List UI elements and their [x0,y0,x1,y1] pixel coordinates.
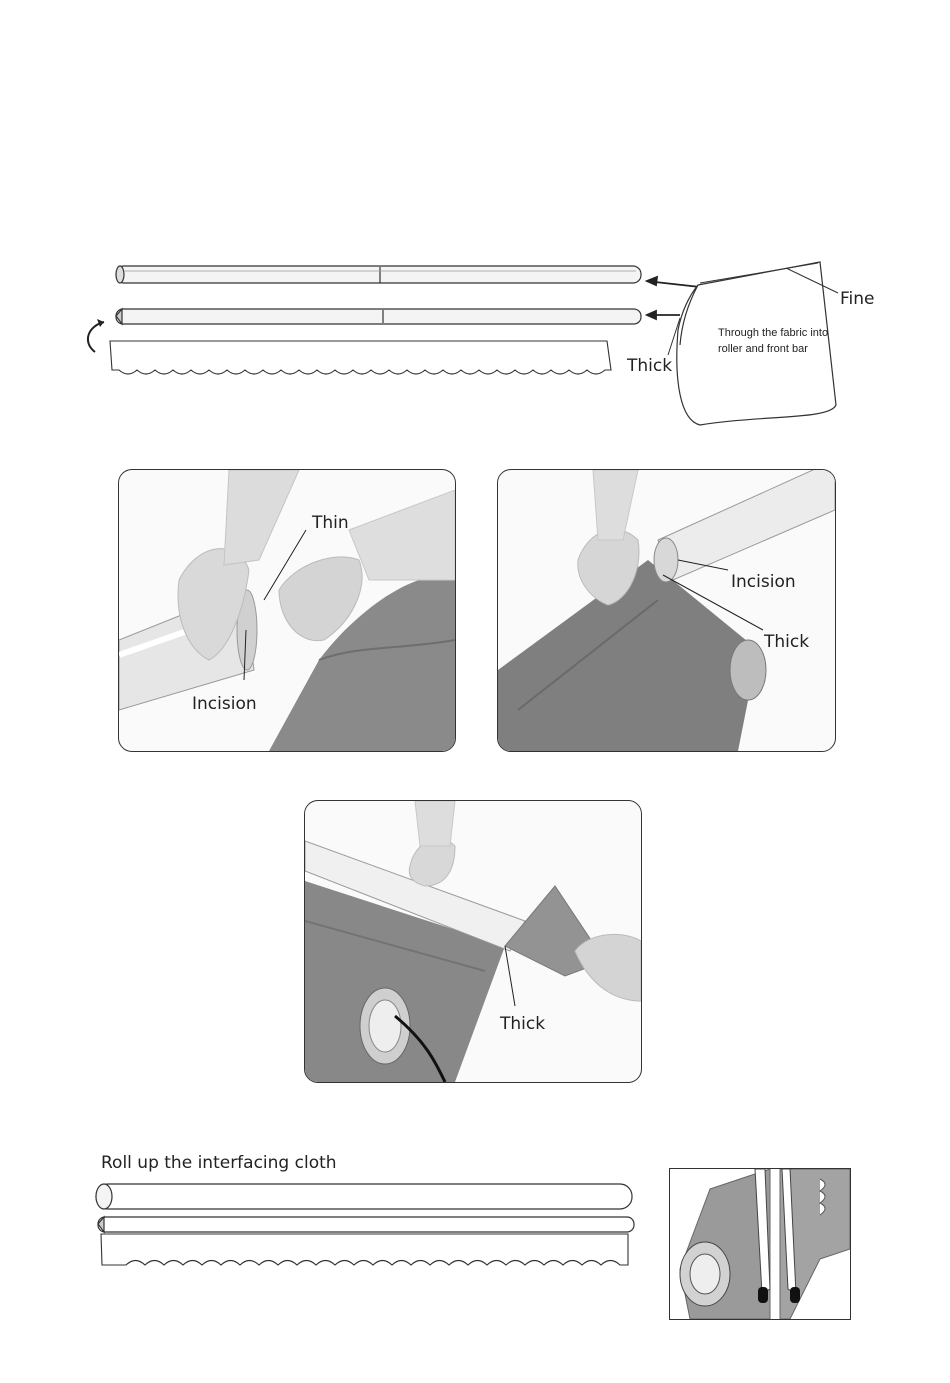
detail-box [669,1168,851,1320]
label-incision: Incision [731,572,796,592]
roller-tube-rolled [96,1184,632,1209]
hand-right [575,934,641,1001]
label-incision: Incision [192,694,257,714]
label-thin: Thin [312,513,349,533]
top-diagram [0,250,950,440]
photo-panel-center [304,800,642,1083]
bottom-caption: Roll up the interfacing cloth [101,1153,337,1173]
photo-panel-left [118,469,456,752]
photo-right-illustration [498,470,835,751]
front-bar-rolled [98,1217,634,1232]
note-line-2: roller and front bar [718,343,808,355]
label-thick: Thick [627,356,673,376]
valance-strip [110,341,611,374]
note-line-1: Through the fabric into [718,327,829,339]
photo-panel-right [497,469,836,752]
bottom-diagram [0,1175,650,1275]
label-fine: Fine [840,289,875,309]
front-bar-tube [116,309,641,324]
valance-strip-rolled [101,1234,628,1265]
detail-illustration [670,1169,850,1319]
label-thick: Thick [764,632,810,652]
photo-left-illustration [119,470,455,751]
roller-tube [116,266,641,283]
photo-center-illustration [305,801,641,1082]
rotate-arrow-icon [88,322,104,352]
label-thick: Thick [500,1014,546,1034]
